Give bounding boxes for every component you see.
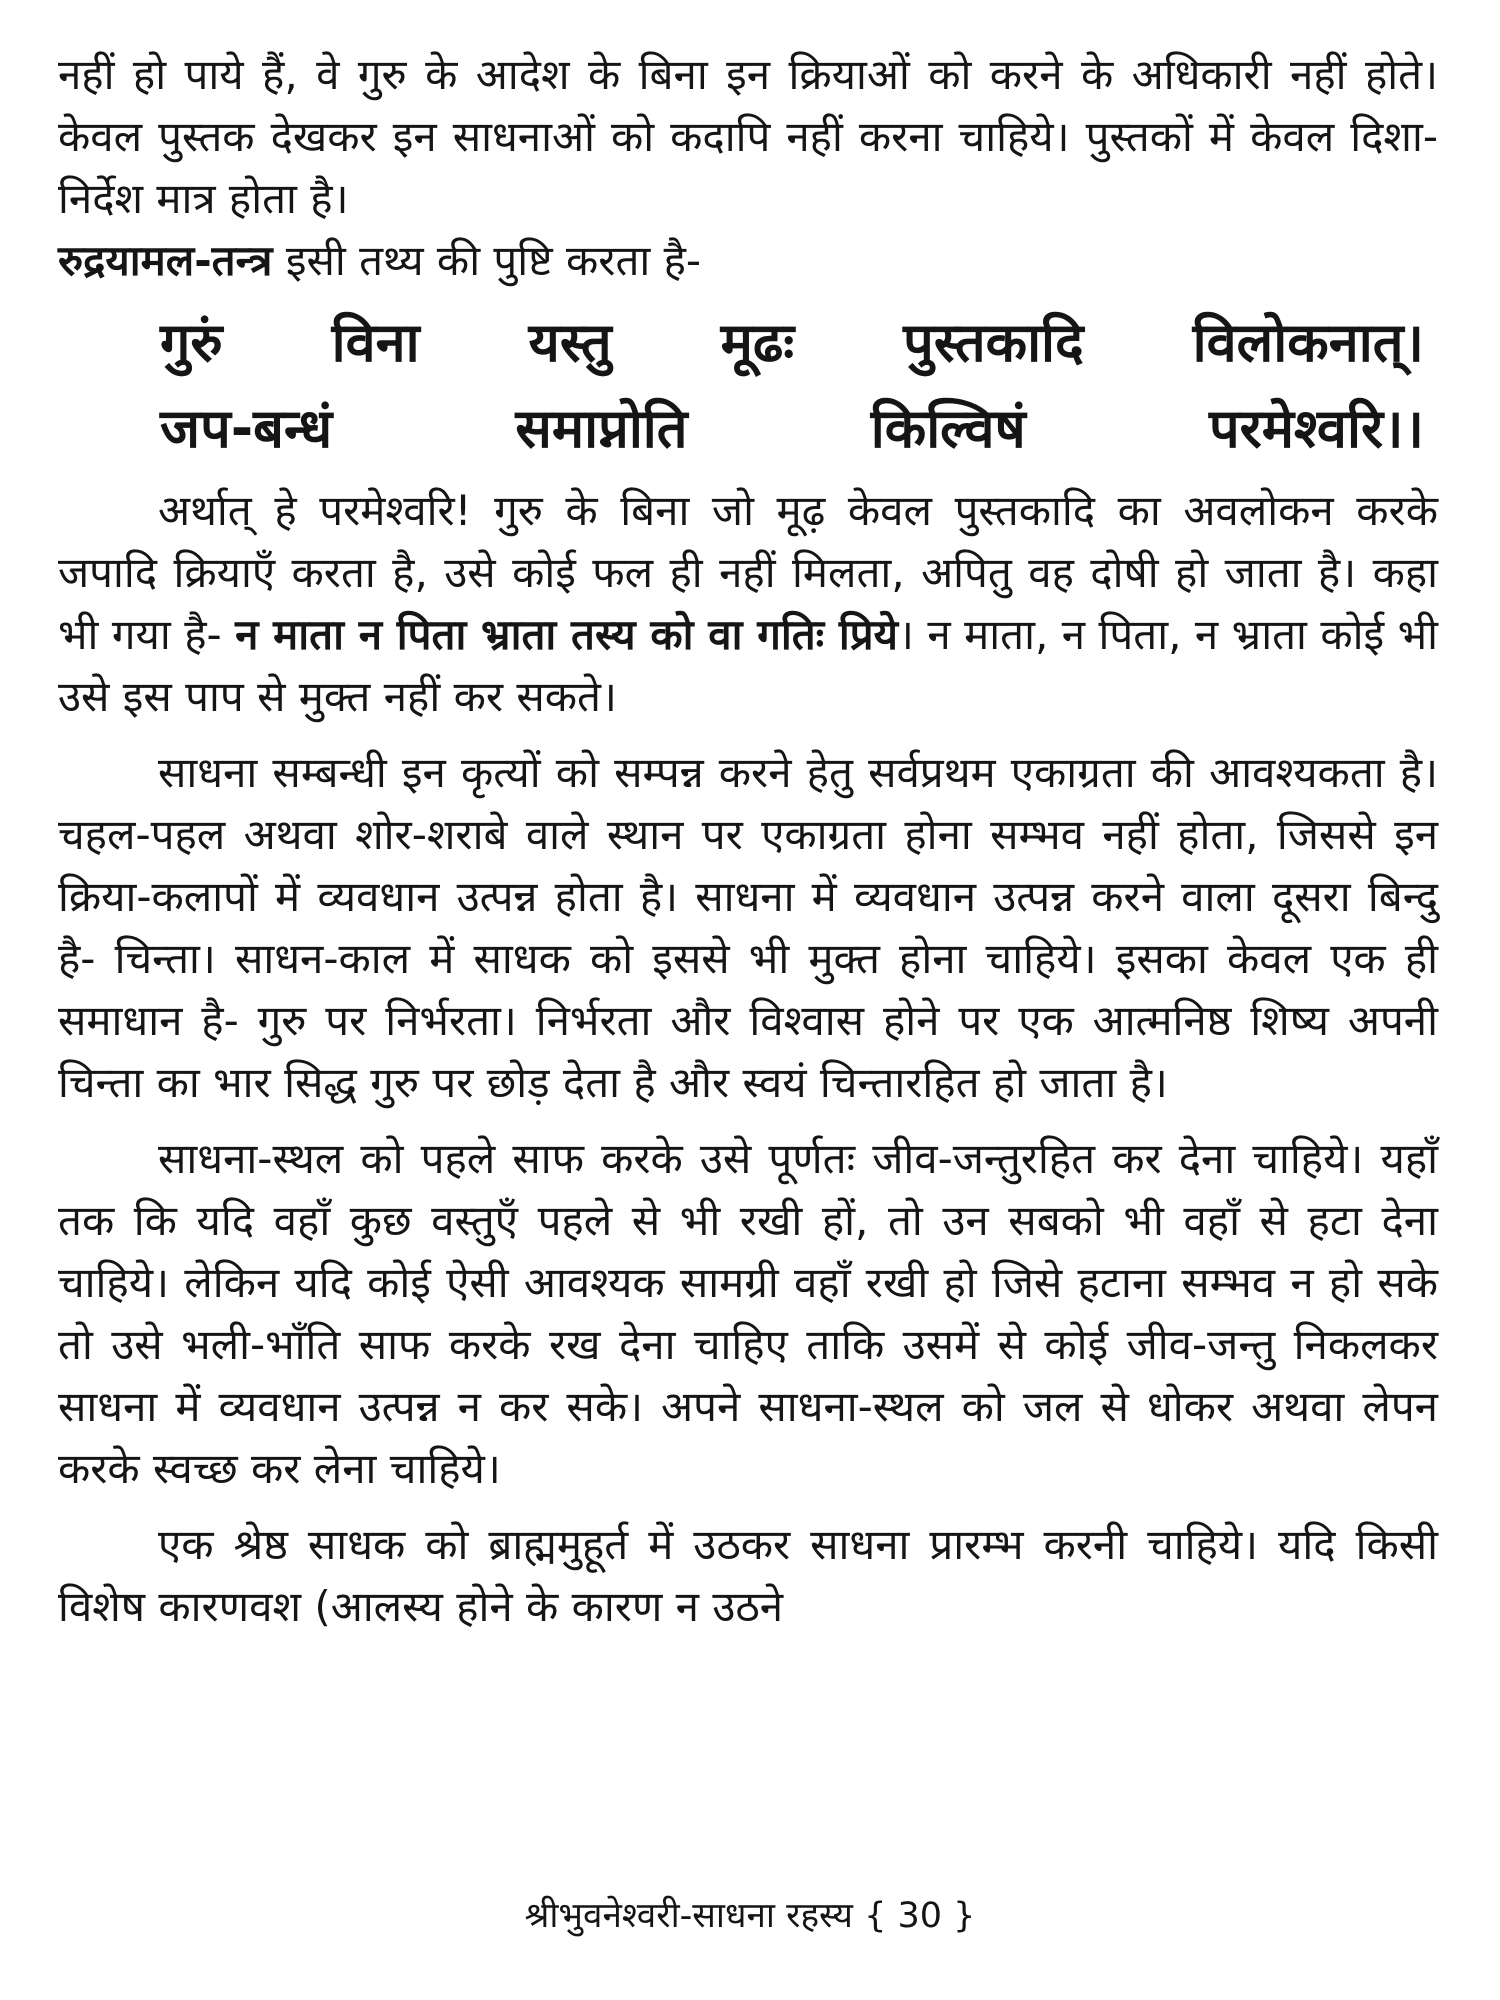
page-number: { 30 }: [864, 1896, 976, 1936]
book-page: [58, 44, 1438, 1964]
verse-word: यस्तु: [528, 311, 612, 374]
book-title: श्रीभुवनेश्वरी-साधना रहस्य: [524, 1896, 853, 1936]
page-footer: [0, 1893, 1500, 1939]
verse-word: जप-बन्धं: [160, 397, 333, 460]
sanskrit-verse: [58, 300, 1438, 472]
paragraph-text: इसी तथ्य की पुष्टि करता है-: [285, 236, 702, 285]
paragraph-guru-instruction: [58, 44, 1438, 292]
verse-word: विना: [331, 311, 420, 374]
verse-word: पुस्तकादि: [903, 311, 1084, 374]
verse-word: परमेश्वरि।।: [1208, 397, 1424, 460]
verse-word: विलोकनात्।: [1192, 311, 1424, 374]
paragraph-text: अर्थात् हे परमेश्वरि! गुरु के बिना जो मूढ़ केवल पुस्तकादि का अवलोकन करके जपादि क्रियाएँ करता है, उसे कोई फल ही नहीं मिलता, अपितु वह दोषी हो जाता है। कहा भी गया है-: [58, 486, 1438, 659]
paragraph-text: । न माता, न पिता, न भ्राता कोई भी उसे इस पाप से मुक्त नहीं कर सकते।: [58, 610, 1438, 721]
paragraph-brahma-muhurta: एक श्रेष्ठ साधक को ब्राह्ममुहूर्त में उठकर साधना प्रारम्भ करनी चाहिये। यदि किसी विशेष कारणवश (आलस्य होने के कारण न उठने: [58, 1520, 1438, 1631]
paragraph-verse-meaning: [58, 480, 1438, 728]
verse-word: मूढः: [720, 311, 795, 374]
paragraph-concentration: साधना सम्बन्धी इन कृत्यों को सम्पन्न करने हेतु सर्वप्रथम एकाग्रता की आवश्यकता है। चहल-पहल अथवा शोर-शराबे वाले स्थान पर एकाग्रता होना सम्भव नहीं होता, जिससे इन क्रिया-कलापों में व्यवधान उत्पन्न होता है। साधना में व्यवधान उत्पन्न करने वाला दूसरा बिन्दु है- चिन्ता। साधन-काल में साधक को इससे भी मुक्त होना चाहिये। इसका केवल एक ही समाधान है- गुरु पर निर्भरता। निर्भरता और विश्वास होने पर एक आत्मनिष्ठ शिष्य अपनी चिन्ता का भार सिद्ध गुरु पर छोड़ देता है और स्वयं चिन्तारहित हो जाता है।: [58, 748, 1438, 1107]
scripture-name: रुद्रयामल-तन्त्र: [58, 236, 273, 285]
sanskrit-quote: न माता न पिता भ्राता तस्य को वा गतिः प्रिये: [235, 610, 899, 659]
paragraph-text: नहीं हो पाये हैं, वे गुरु के आदेश के बिना इन क्रियाओं को करने के अधिकारी नहीं होते। केवल पुस्तक देखकर इन साधनाओं को कदापि नहीं करना चाहिये। पुस्तकों में केवल दिशा-निर्देश मात्र होता है।: [58, 50, 1438, 223]
verse-word: समाप्नोति: [515, 397, 688, 460]
verse-word: गुरुं: [160, 311, 223, 374]
verse-word: किल्विषं: [870, 397, 1026, 460]
paragraph-sadhana-place: साधना-स्थल को पहले साफ करके उसे पूर्णतः जीव-जन्तुरहित कर देना चाहिये। यहाँ तक कि यदि वहाँ कुछ वस्तुएँ पहले से भी रखी हों, तो उन सबको भी वहाँ से हटा देना चाहिये। लेकिन यदि कोई ऐसी आवश्यक सामग्री वहाँ रखी हो जिसे हटाना सम्भव न हो सके तो उसे भली-भाँति साफ करके रख देना चाहिए ताकि उसमें से कोई जीव-जन्तु निकलकर साधना में व्यवधान उत्पन्न न कर सके। अपने साधना-स्थल को जल से धोकर अथवा लेपन करके स्वच्छ कर लेना चाहिये।: [58, 1134, 1438, 1493]
verse-line-1: [160, 300, 1424, 386]
verse-line-2: [160, 386, 1424, 472]
